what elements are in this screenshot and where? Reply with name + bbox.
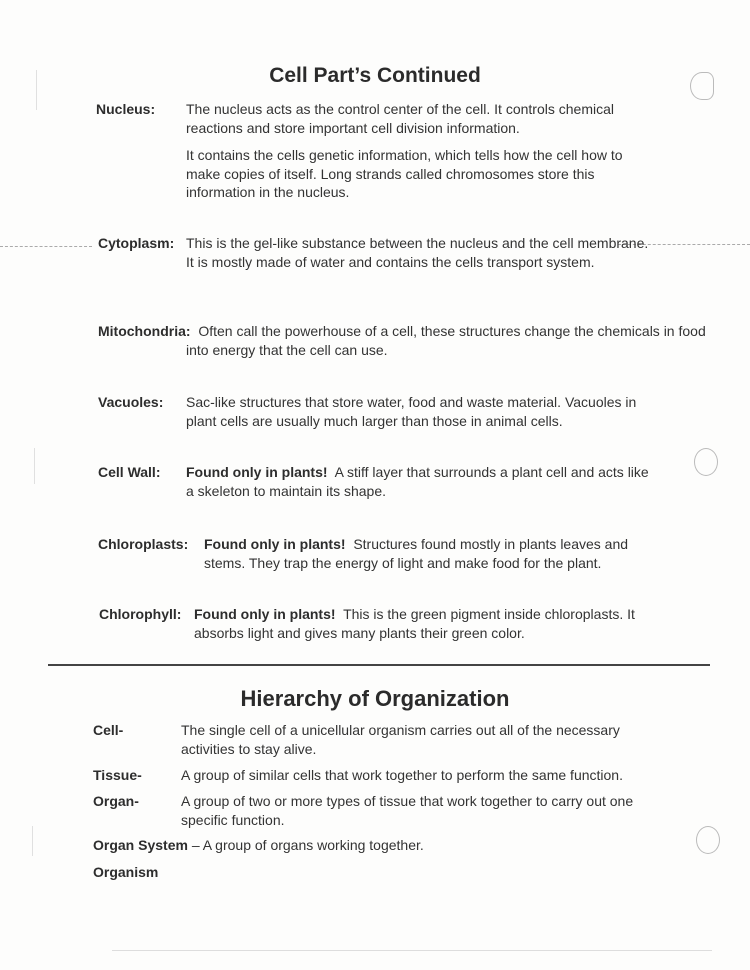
def-cytoplasm: This is the gel-like substance between the nucleus and the cell membrane. It is mostly made of water and contains the cells transport system. [186,235,649,270]
organ-system-text: – A group of organs working together. [191,837,424,853]
term-chloroplasts: Chloroplasts: [98,536,189,552]
term-mitochondria: Mitochondria: [98,323,191,339]
chlorophyll-text: This is the green pigment inside chloroplasts. It absorbs light and gives many plants their green color. [194,606,635,641]
term-cell-wall: Cell Wall: [98,464,161,480]
def-cell-wall [186,463,656,500]
left-edge-mark [34,448,35,484]
bottom-faint-line [112,950,712,951]
def-organ: A group of two or more types of tissue that work together to carry out one specific function. [181,793,634,828]
chloroplasts-text: Structures found mostly in plants leaves and stems. They trap the energy of light and make food for the plant. [204,536,629,571]
section-title-hierarchy: Hierarchy of Organization [240,686,510,711]
term-organ: Organ- [93,793,139,809]
fold-line-left [0,246,92,247]
mitochondria-text: Often call the powerhouse of a cell, these structures change the chemicals in food into energy that the cell can use. [186,323,706,358]
term-chlorophyll: Chlorophyll: [99,606,182,622]
def-vacuoles: Sac-like structures that store water, food and waste material. Vacuoles in plant cells are usually much larger than those in animal cells. [186,394,637,429]
def-mitochondria [98,322,726,359]
def-nucleus-2: It contains the cells genetic information, which tells how the cell how to make copies of itself. Long strands called chromosomes store this information in the nucleus. [186,147,623,200]
term-cytoplasm: Cytoplasm: [98,235,175,251]
hole-punch-middle [694,448,718,476]
def-nucleus-1: The nucleus acts as the control center of the cell. It controls chemical reactions and store important cell division information. [186,101,614,136]
cell-wall-emphasis: Found only in plants! [186,464,328,480]
cell-wall-text: A stiff layer that surrounds a plant cell and acts like a skeleton to maintain its shape. [186,464,649,499]
term-vacuoles: Vacuoles: [98,394,164,410]
def-chloroplasts [204,535,660,572]
term-nucleus: Nucleus: [96,101,156,117]
def-organ-system [93,836,653,855]
left-edge-mark [32,826,33,856]
def-chlorophyll [194,605,654,642]
hole-punch-bottom [696,826,720,854]
term-organism: Organism [93,864,159,880]
section-divider [48,664,710,666]
def-tissue: A group of similar cells that work together to perform the same function. [181,767,623,783]
def-cell: The single cell of a unicellular organism carries out all of the necessary activities to stay alive. [181,722,620,757]
term-organ-system: Organ System [93,837,188,853]
chloroplasts-emphasis: Found only in plants! [204,536,346,552]
chlorophyll-emphasis: Found only in plants! [194,606,336,622]
term-tissue: Tissue- [93,767,142,783]
term-cell: Cell- [93,722,124,738]
page-title: Cell Part’s Continued [269,64,481,87]
